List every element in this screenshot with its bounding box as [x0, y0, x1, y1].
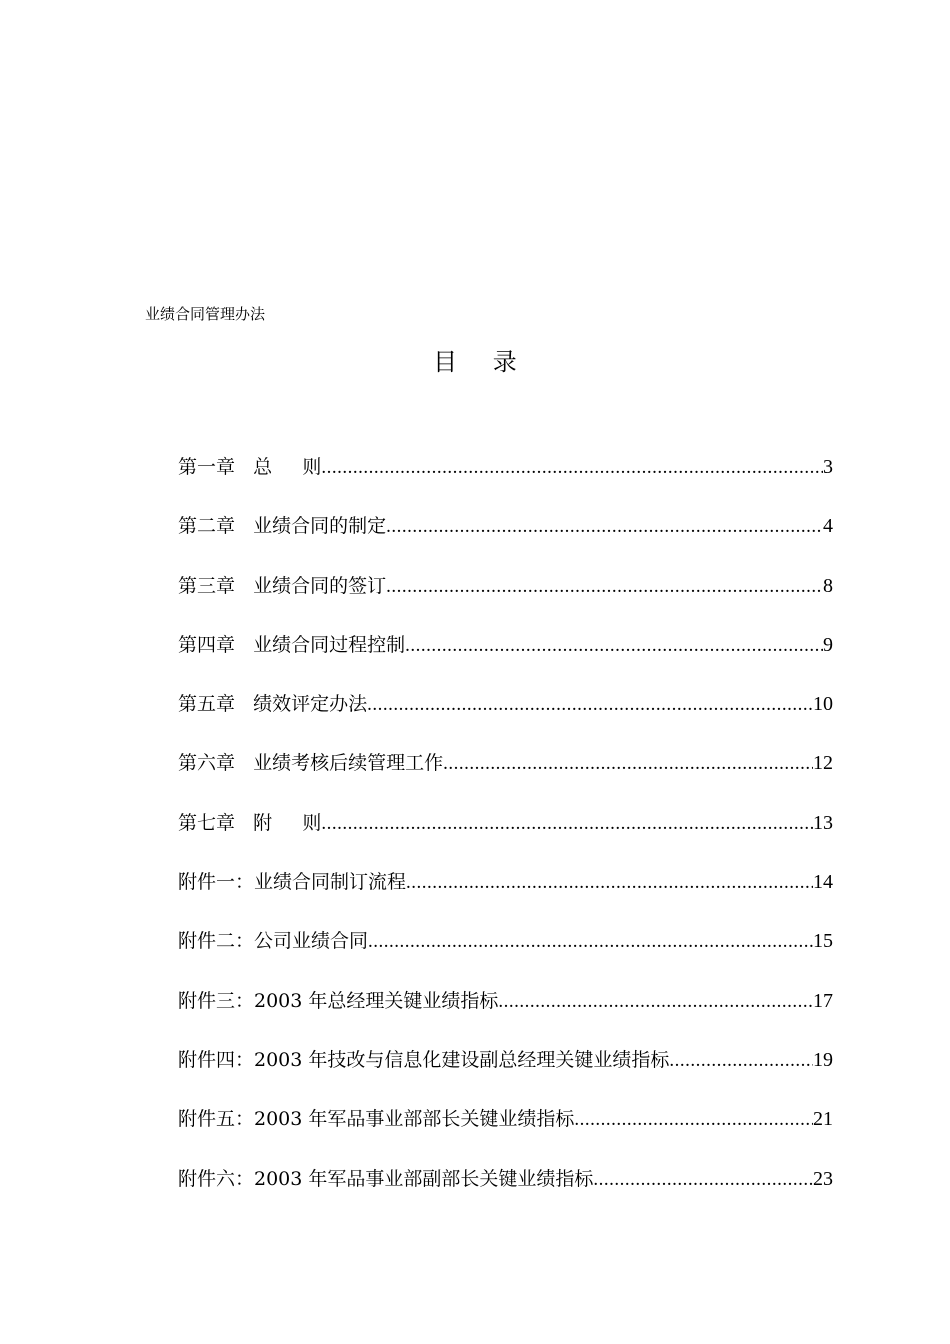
toc-entry[interactable] — [178, 1164, 833, 1223]
toc-entry-label: 第二章 业绩合同的制定 — [178, 515, 387, 538]
toc-entry[interactable] — [178, 689, 833, 748]
toc-entry-label: 第六章 业绩考核后续管理工作 — [178, 752, 444, 775]
toc-dot-leader — [386, 516, 823, 538]
toc-dot-leader — [321, 457, 823, 479]
toc-entry-label: 第一章 总 则 — [178, 456, 322, 478]
toc-entry[interactable] — [178, 1045, 833, 1104]
toc-entry-label: 附件六：2003 年军品事业部副部长关键业绩指标 — [178, 1167, 594, 1190]
toc-entry-label: 附件四：2003 年技改与信息化建设副总经理关键业绩指标 — [178, 1048, 670, 1071]
toc-entry-label: 第五章 绩效评定办法 — [178, 693, 368, 716]
toc-entry-page: 14 — [813, 871, 833, 894]
table-of-contents — [178, 452, 833, 1223]
toc-entry-label: 第三章 业绩合同的签订 — [178, 574, 387, 597]
toc-entry[interactable] — [178, 630, 833, 689]
toc-entry[interactable] — [178, 926, 833, 985]
toc-entry[interactable] — [178, 571, 833, 630]
toc-entry[interactable] — [178, 452, 833, 511]
toc-entry-label: 第四章 业绩合同过程控制 — [178, 633, 406, 656]
toc-entry-page: 15 — [813, 930, 833, 953]
toc-dot-leader — [574, 1109, 813, 1131]
toc-dot-leader — [593, 1169, 813, 1191]
toc-dot-leader — [669, 1050, 813, 1072]
toc-entry-label: 第七章 附 则 — [178, 811, 322, 834]
toc-entry-page: 13 — [813, 811, 833, 834]
toc-entry-page: 9 — [823, 633, 833, 656]
toc-entry-page: 3 — [823, 456, 833, 478]
toc-entry-page: 17 — [813, 989, 833, 1012]
toc-entry-page: 4 — [823, 515, 833, 538]
toc-entry[interactable] — [178, 808, 833, 867]
toc-dot-leader — [498, 991, 813, 1013]
toc-entry-label: 附件三：2003 年总经理关键业绩指标 — [178, 989, 499, 1012]
toc-dot-leader — [406, 872, 813, 894]
toc-dot-leader — [367, 694, 813, 716]
toc-entry[interactable] — [178, 867, 833, 926]
toc-entry[interactable] — [178, 986, 833, 1045]
toc-dot-leader — [443, 753, 813, 775]
toc-dot-leader — [386, 576, 823, 598]
toc-entry-page: 8 — [823, 574, 833, 597]
toc-entry-page: 23 — [813, 1167, 833, 1190]
toc-heading: 目 录 — [433, 348, 531, 376]
toc-entry[interactable] — [178, 1104, 833, 1163]
toc-entry-page: 21 — [813, 1108, 833, 1131]
toc-entry-page: 10 — [813, 693, 833, 716]
toc-entry-page: 19 — [813, 1048, 833, 1071]
toc-entry-label: 附件二：公司业绩合同 — [178, 930, 369, 953]
toc-entry-page: 12 — [813, 752, 833, 775]
toc-entry[interactable] — [178, 511, 833, 570]
toc-entry-label: 附件五：2003 年军品事业部部长关键业绩指标 — [178, 1108, 575, 1131]
toc-dot-leader — [405, 635, 823, 657]
toc-entry[interactable] — [178, 748, 833, 807]
toc-entry-label: 附件一：业绩合同制订流程 — [178, 871, 407, 894]
toc-dot-leader — [321, 813, 813, 835]
running-header: 业绩合同管理办法 — [145, 305, 266, 323]
toc-dot-leader — [368, 931, 813, 953]
